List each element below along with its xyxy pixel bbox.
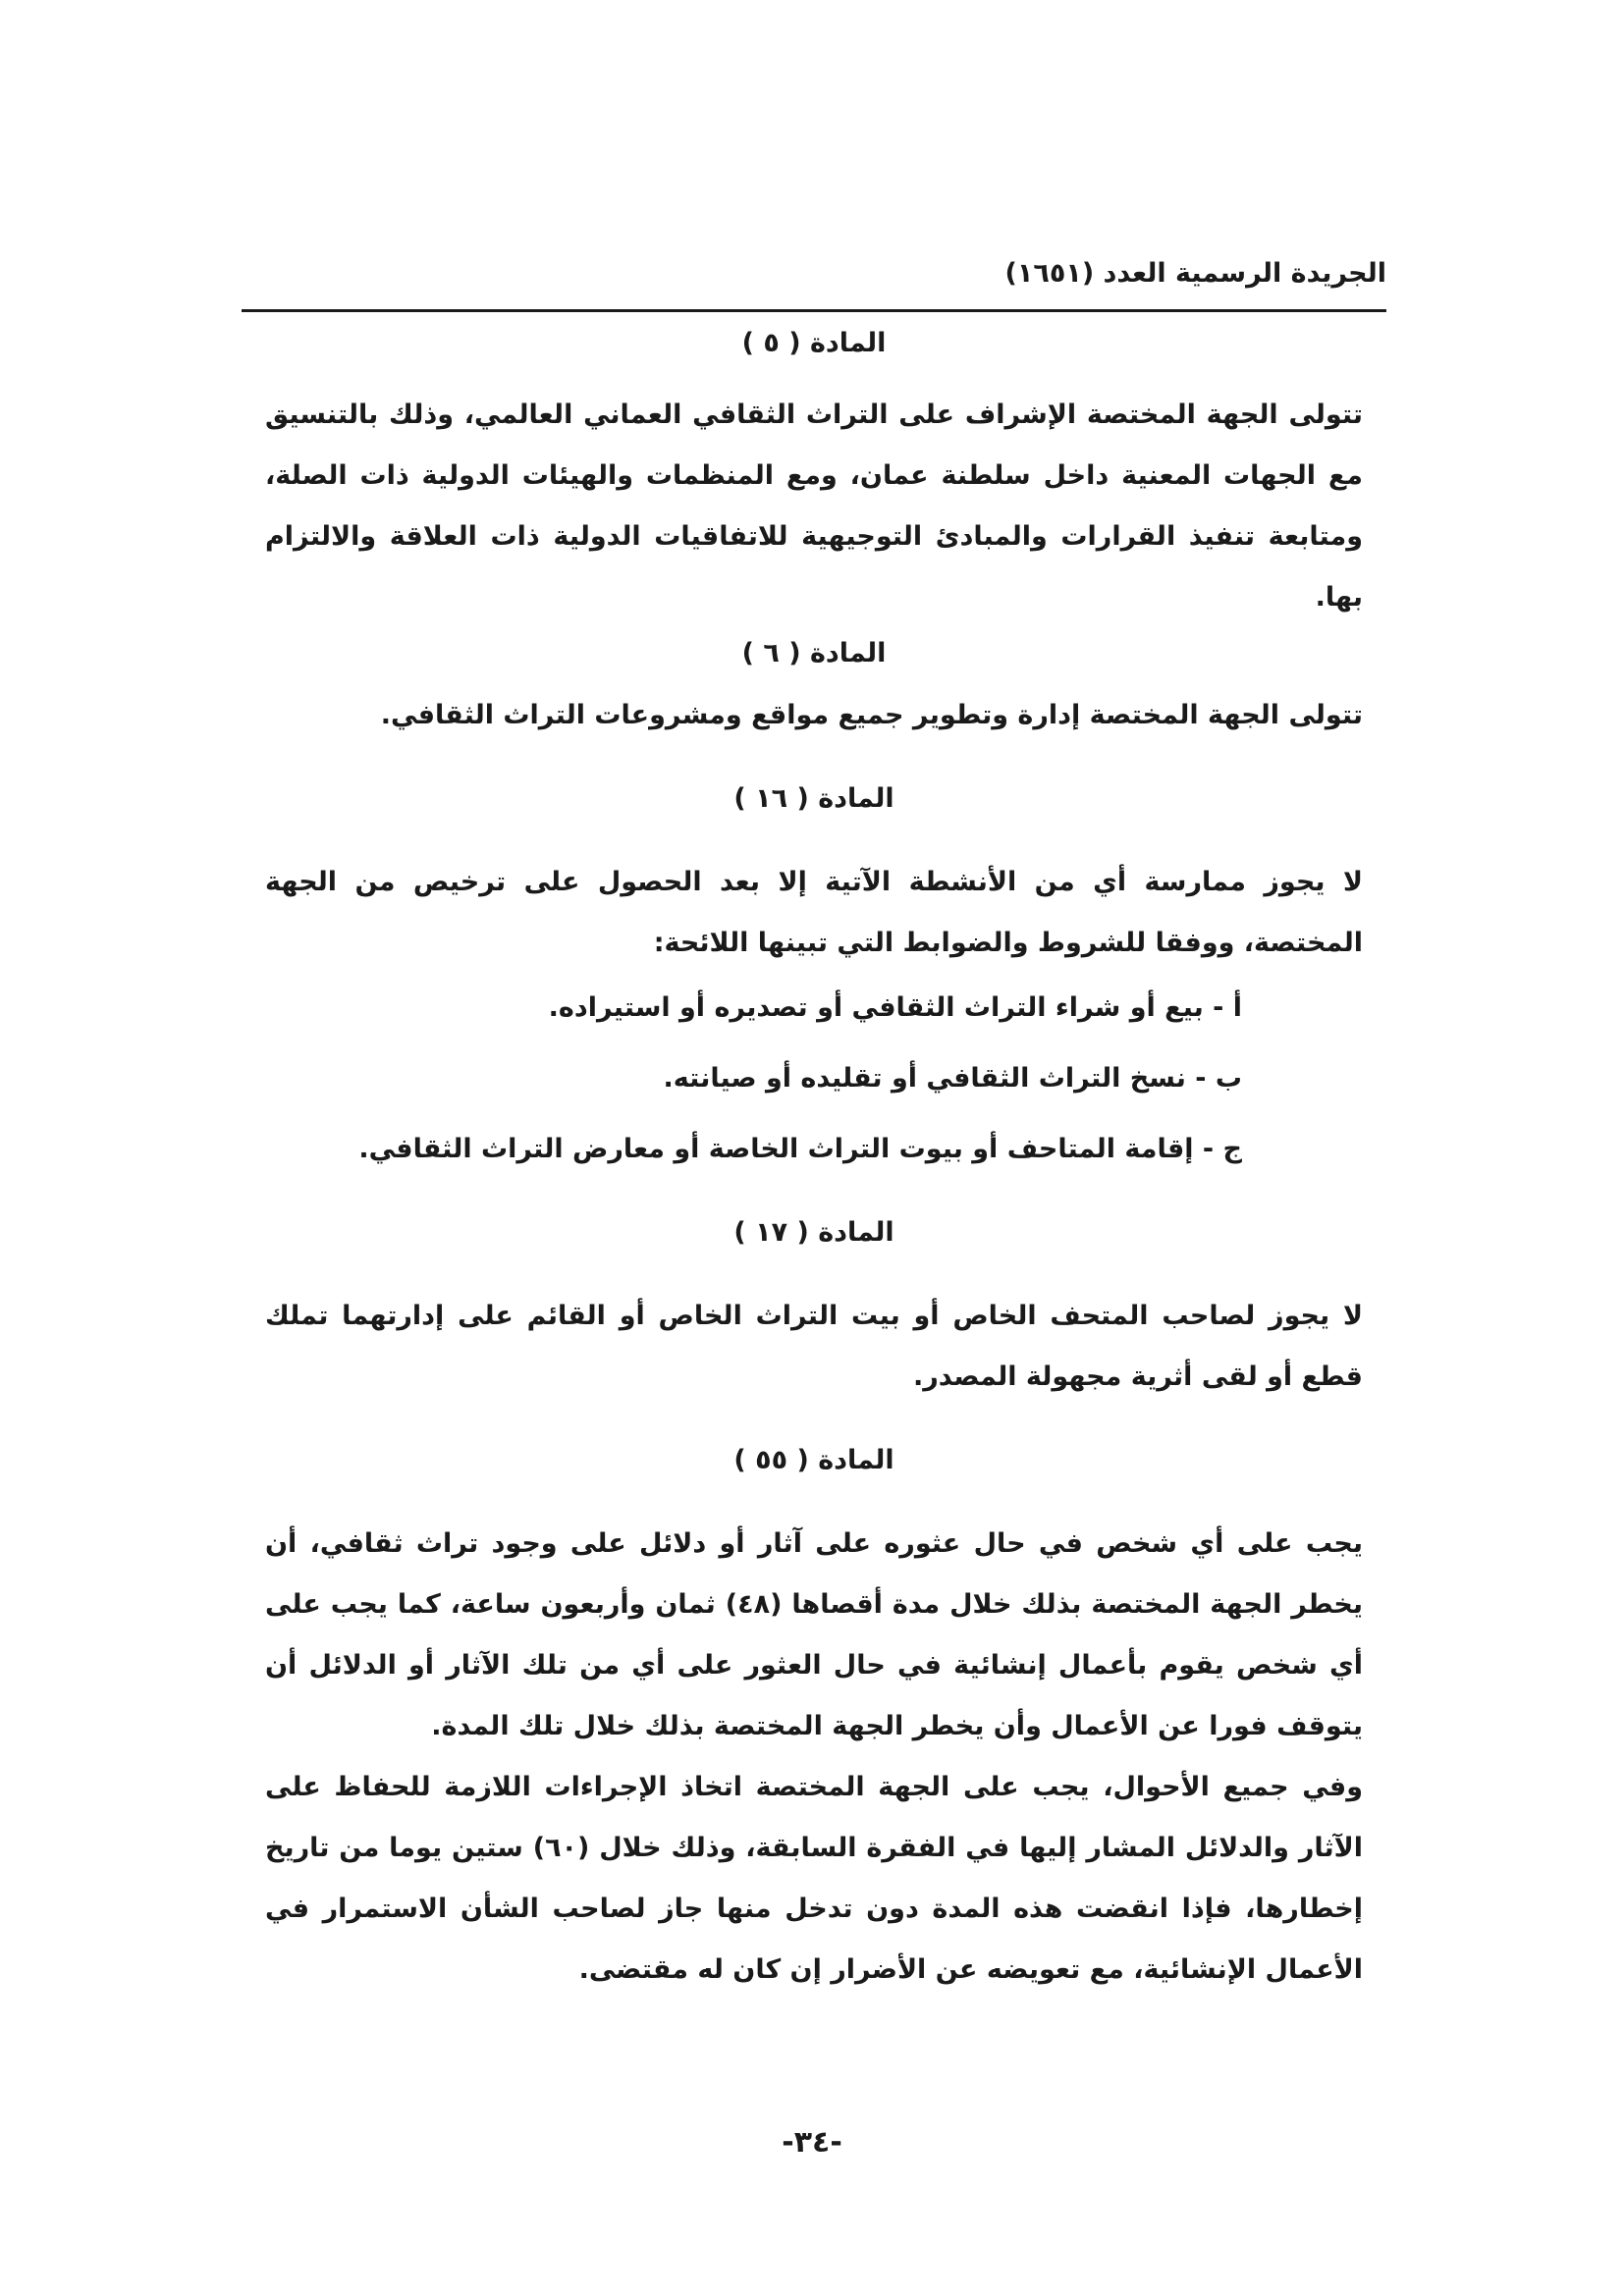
article-heading: المادة ( ٥ ) — [741, 328, 887, 358]
article-paragraph: تتولى الجهة المختصة الإشراف على التراث الثقافي العماني العالمي، وذلك بالتنسيق مع الجهات المعنية داخل سلطنة عمان، ومع المنظمات والهيئات الدولية ذات الصلة، ومتابعة تنفيذ القرارات والمبادئ التوجيهية للاتفاقيات الدولية ذات العلاقة والالتزام بها. — [265, 400, 1363, 613]
document-body — [265, 324, 1363, 2001]
header-rule — [242, 309, 1386, 312]
article-paragraph: لا يجوز لصاحب المتحف الخاص أو بيت التراث الخاص أو القائم على إدارتهما تملك قطع أو لقى أثرية مجهولة المصدر. — [265, 1301, 1363, 1392]
article-heading: المادة ( ٥٥ ) — [733, 1445, 894, 1475]
article-16 — [265, 779, 1363, 1180]
gazette-title: الجريدة الرسمية العدد (١٦٥١) — [1004, 258, 1386, 289]
article-heading: المادة ( ١٦ ) — [733, 783, 894, 814]
article-5 — [265, 324, 1363, 628]
article-55 — [265, 1441, 1363, 2001]
article-heading: المادة ( ٦ ) — [741, 638, 887, 668]
article-17 — [265, 1213, 1363, 1408]
list-item: أ - بيع أو شراء التراث الثقافي أو تصديره أو استيراده. — [548, 992, 1242, 1023]
article-6 — [265, 634, 1363, 746]
page-number: -٣٤- — [782, 2125, 842, 2160]
article-paragraph: وفي جميع الأحوال، يجب على الجهة المختصة اتخاذ الإجراءات اللازمة للحفاظ على الآثار والدلائل المشار إليها في الفقرة السابقة، وذلك خلال (٦٠) ستين يوما من تاريخ إخطارها، فإذا انقضت هذه المدة دون تدخل منها جاز لصاحب الشأن الاستمرار في الأعمال الإنشائية، مع تعويضه عن الأضرار إن كان له مقتضى. — [265, 1772, 1364, 1985]
list-item: ج - إقامة المتاحف أو بيوت التراث الخاصة أو معارض التراث الثقافي. — [358, 1134, 1242, 1164]
article-paragraph: يجب على أي شخص في حال عثوره على آثار أو دلائل على وجود تراث ثقافي، أن يخطر الجهة المختصة بذلك خلال مدة أقصاها (٤٨) ثمان وأربعون ساعة، كما يجب على أي شخص يقوم بأعمال إنشائية في حال العثور على أي من تلك الآثار أو الدلائل أن يتوقف فورا عن الأعمال وأن يخطر الجهة المختصة بذلك خلال تلك المدة. — [265, 1528, 1363, 1741]
article-heading: المادة ( ١٧ ) — [733, 1217, 894, 1248]
article-paragraph: تتولى الجهة المختصة إدارة وتطوير جميع مواقع ومشروعات التراث الثقافي. — [380, 700, 1363, 730]
article-paragraph: لا يجوز ممارسة أي من الأنشطة الآتية إلا بعد الحصول على ترخيص من الجهة المختصة، ووفقا للشروط والضوابط التي تبينها اللائحة: — [265, 867, 1363, 958]
page-header — [242, 250, 1386, 309]
list-item: ب - نسخ التراث الثقافي أو تقليده أو صيانته. — [663, 1063, 1242, 1094]
